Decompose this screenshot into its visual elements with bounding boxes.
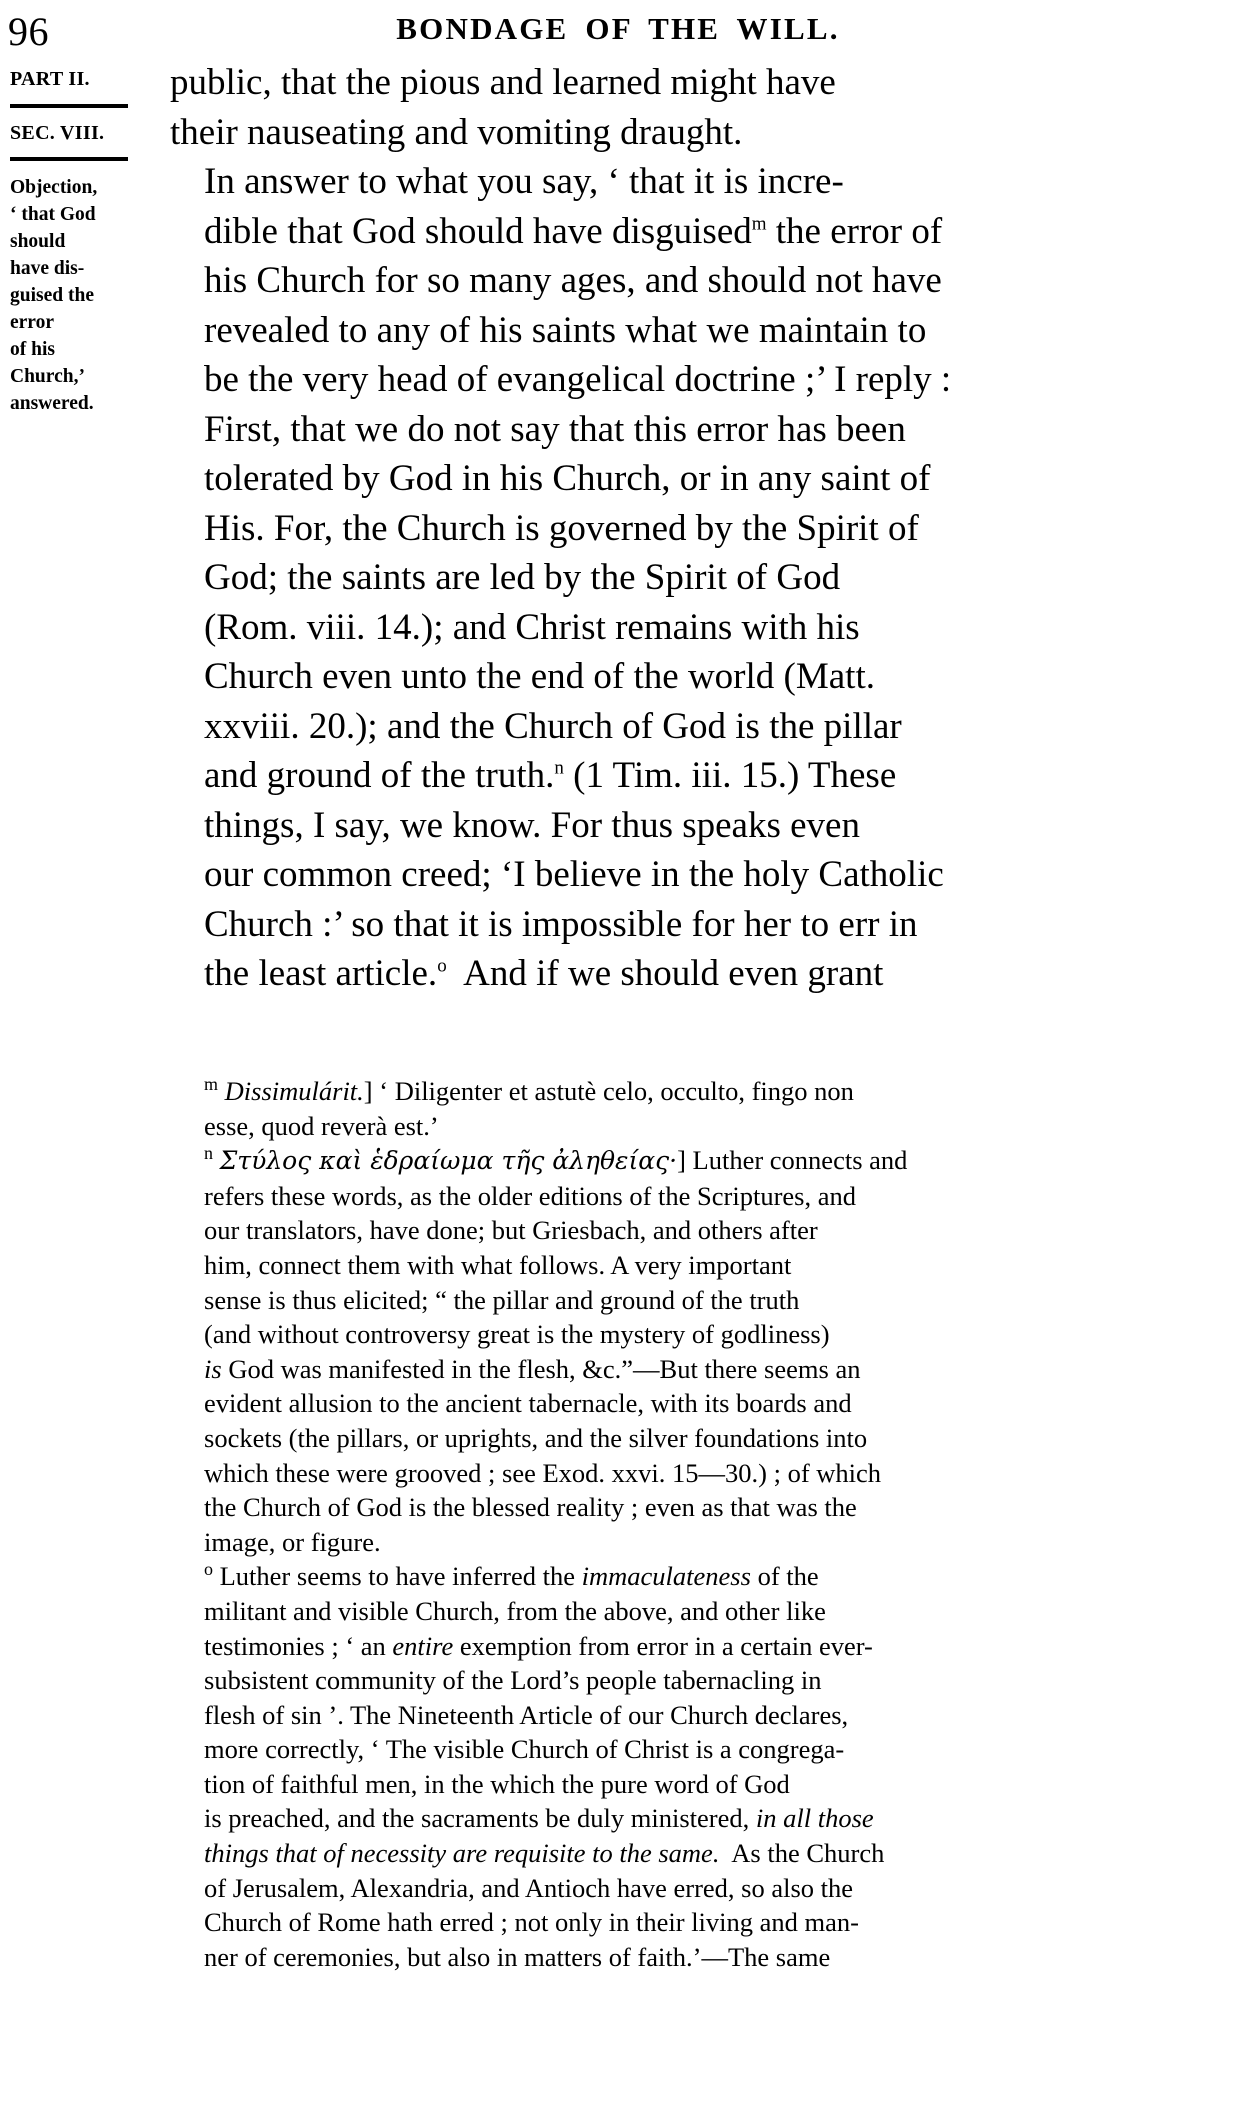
footnote-m bbox=[168, 1074, 1226, 1143]
footnote-line: esse, quod reverà est.’ bbox=[204, 1110, 439, 1141]
footnote-n bbox=[168, 1143, 1226, 1559]
paragraph-1 bbox=[170, 58, 1224, 157]
sidenote-line: error bbox=[10, 312, 55, 333]
sidenote-line: Church,’ bbox=[10, 366, 85, 387]
footnote-line: (and without controversy great is the mystery of godliness) bbox=[204, 1319, 830, 1350]
footnotes-block bbox=[168, 1074, 1226, 1974]
footnote-line: refers these words, as the older editions of the Scriptures, and bbox=[204, 1180, 857, 1211]
footnote-line bbox=[168, 1836, 1226, 1871]
text-line: be the very head of evangelical doctrine ;’ I reply : bbox=[204, 359, 952, 400]
footnote-line: image, or figure. bbox=[204, 1526, 381, 1557]
text-line: Church even unto the end of the world (Matt. bbox=[204, 656, 875, 697]
footnote-line-part: ] ‘ Diligenter et astutè celo, occulto, fingo non bbox=[363, 1076, 854, 1106]
marginal-notes bbox=[10, 66, 160, 417]
footnote-line: him, connect them with what follows. A very important bbox=[204, 1249, 792, 1280]
footnote-marker-m: m bbox=[204, 1074, 219, 1095]
footnote-line-part: of the bbox=[757, 1561, 819, 1592]
sidenote-part: PART II. bbox=[10, 68, 90, 90]
text-line: their nauseating and vomiting draught. bbox=[170, 111, 743, 153]
footnote-line: ner of ceremonies, but also in matters of faith.’—The same bbox=[204, 1941, 831, 1972]
text-line-part: And if we should even grant bbox=[463, 953, 884, 994]
text-line: our common creed; ‘I believe in the holy Catholic bbox=[204, 854, 944, 895]
footnote-line bbox=[168, 1801, 1226, 1836]
text-line-part: the error of bbox=[775, 210, 943, 252]
footnote-lemma: Dissimulárit. bbox=[224, 1076, 364, 1106]
footnote-line: flesh of sin ’. The Nineteenth Article of our Church declares, bbox=[204, 1699, 849, 1730]
sidenote-line: should bbox=[10, 231, 66, 252]
footnote-italic: things that of necessity are requisite to the same. bbox=[204, 1838, 720, 1869]
sidenote-line: of his bbox=[10, 339, 55, 360]
text-line-with-note bbox=[170, 207, 1224, 257]
footnote-ref-o[interactable]: o bbox=[437, 955, 447, 977]
footnote-line: subsistent community of the Lord’s people tabernacling in bbox=[204, 1665, 822, 1696]
footnote-line-part: testimonies ; ‘ an bbox=[204, 1630, 386, 1661]
footnote-line-part: As the Church bbox=[731, 1838, 885, 1869]
paragraph-2 bbox=[170, 157, 1224, 405]
footnote-line-part: is preached, and the sacraments be duly ministered, bbox=[204, 1803, 750, 1834]
footnote-italic: in all those bbox=[755, 1803, 874, 1834]
footnote-line-part: ] Luther connects and bbox=[677, 1145, 908, 1176]
footnote-line bbox=[168, 1074, 1226, 1109]
running-title: BONDAGE OF THE WILL. bbox=[396, 11, 840, 46]
sidenote-rule-1 bbox=[10, 104, 128, 108]
text-line-with-note bbox=[170, 949, 1224, 999]
sidenote-rule-2 bbox=[10, 157, 128, 161]
running-head bbox=[0, 6, 1236, 54]
footnote-line: militant and visible Church, from the above, and other like bbox=[204, 1595, 826, 1626]
text-line: In answer to what you say, ‘ that it is incre- bbox=[204, 161, 844, 202]
sidenote-section: SEC. VIII. bbox=[10, 121, 105, 144]
footnote-line bbox=[168, 1559, 1226, 1594]
sidenote-line: have dis- bbox=[10, 258, 85, 279]
text-line-part: the least article. bbox=[204, 953, 438, 994]
text-line: public, that the pious and learned might have bbox=[170, 62, 836, 103]
footnote-line: sockets (the pillars, or uprights, and the silver foundations into bbox=[204, 1422, 868, 1453]
footnote-line-part: God was manifested in the flesh, &c.”—But there seems an bbox=[228, 1353, 861, 1384]
text-line: his Church for so many ages, and should not have bbox=[204, 260, 942, 301]
footnote-ref-n[interactable]: n bbox=[554, 757, 564, 779]
footnote-italic: immaculateness bbox=[581, 1561, 751, 1592]
footnote-line: the Church of God is the blessed reality ; even as that was the bbox=[204, 1492, 857, 1523]
sidenote-line: Objection, bbox=[10, 177, 98, 198]
sidenote-summary bbox=[10, 174, 160, 417]
footnote-marker-n: n bbox=[204, 1143, 213, 1164]
footnote-line: tion of faithful men, in the which the pure word of God bbox=[204, 1768, 790, 1799]
body-text bbox=[170, 58, 1224, 999]
sidenote-line: ‘ that God bbox=[10, 204, 96, 225]
footnote-line: more correctly, ‘ The visible Church of Christ is a congrega- bbox=[204, 1734, 845, 1765]
footnote-line: Church of Rome hath erred ; not only in their living and man- bbox=[204, 1907, 859, 1938]
text-line-part: dible that God should have disguised bbox=[204, 210, 752, 252]
footnote-italic: is bbox=[204, 1353, 222, 1384]
page-number: 96 bbox=[8, 9, 49, 54]
greek-quotation: Στύλος καὶ ἑδραίωμα τῆς ἀληθείας· bbox=[219, 1146, 678, 1176]
footnote-line: sense is thus elicited; “ the pillar and ground of the truth bbox=[204, 1284, 800, 1315]
footnote-line bbox=[168, 1352, 1226, 1387]
footnote-line: which these were grooved ; see Exod. xxvi. 15—30.) ; of which bbox=[204, 1457, 882, 1488]
sidenote-line: guised the bbox=[10, 285, 94, 306]
paragraph-3 bbox=[170, 405, 1224, 999]
footnote-marker-o: o bbox=[204, 1559, 213, 1580]
text-line: revealed to any of his saints what we maintain to bbox=[204, 309, 927, 351]
text-line: things, I say, we know. For thus speaks even bbox=[204, 804, 860, 846]
text-line: xxviii. 20.); and the Church of God is the pillar bbox=[204, 705, 902, 747]
text-line-part: and ground of the truth. bbox=[204, 755, 555, 796]
footnote-line-part: Luther seems to have inferred the bbox=[219, 1561, 576, 1592]
text-line: Church :’ so that it is impossible for her to err in bbox=[204, 903, 918, 945]
footnote-line bbox=[168, 1143, 1226, 1179]
footnote-line: evident allusion to the ancient tabernacle, with its boards and bbox=[204, 1388, 852, 1419]
footnote-line bbox=[168, 1629, 1226, 1664]
footnote-line: our translators, have done; but Griesbach, and others after bbox=[204, 1215, 818, 1246]
sidenote-line: answered. bbox=[10, 393, 94, 414]
text-line: God; the saints are led by the Spirit of God bbox=[204, 557, 841, 598]
text-line: tolerated by God in his Church, or in any saint of bbox=[204, 458, 931, 499]
text-line-with-note bbox=[170, 751, 1224, 801]
footnote-line: of Jerusalem, Alexandria, and Antioch have erred, so also the bbox=[204, 1872, 854, 1903]
footnote-ref-m[interactable]: m bbox=[751, 213, 767, 235]
footnote-italic: entire bbox=[392, 1630, 454, 1661]
footnote-line-part: exemption from error in a certain ever- bbox=[459, 1630, 873, 1661]
text-line: (Rom. viii. 14.); and Christ remains with his bbox=[204, 606, 860, 648]
footnote-o bbox=[168, 1559, 1226, 1974]
text-line: First, that we do not say that this error has been bbox=[204, 408, 906, 450]
text-line: His. For, the Church is governed by the Spirit of bbox=[204, 507, 919, 549]
text-line-part: (1 Tim. iii. 15.) These bbox=[573, 755, 897, 796]
